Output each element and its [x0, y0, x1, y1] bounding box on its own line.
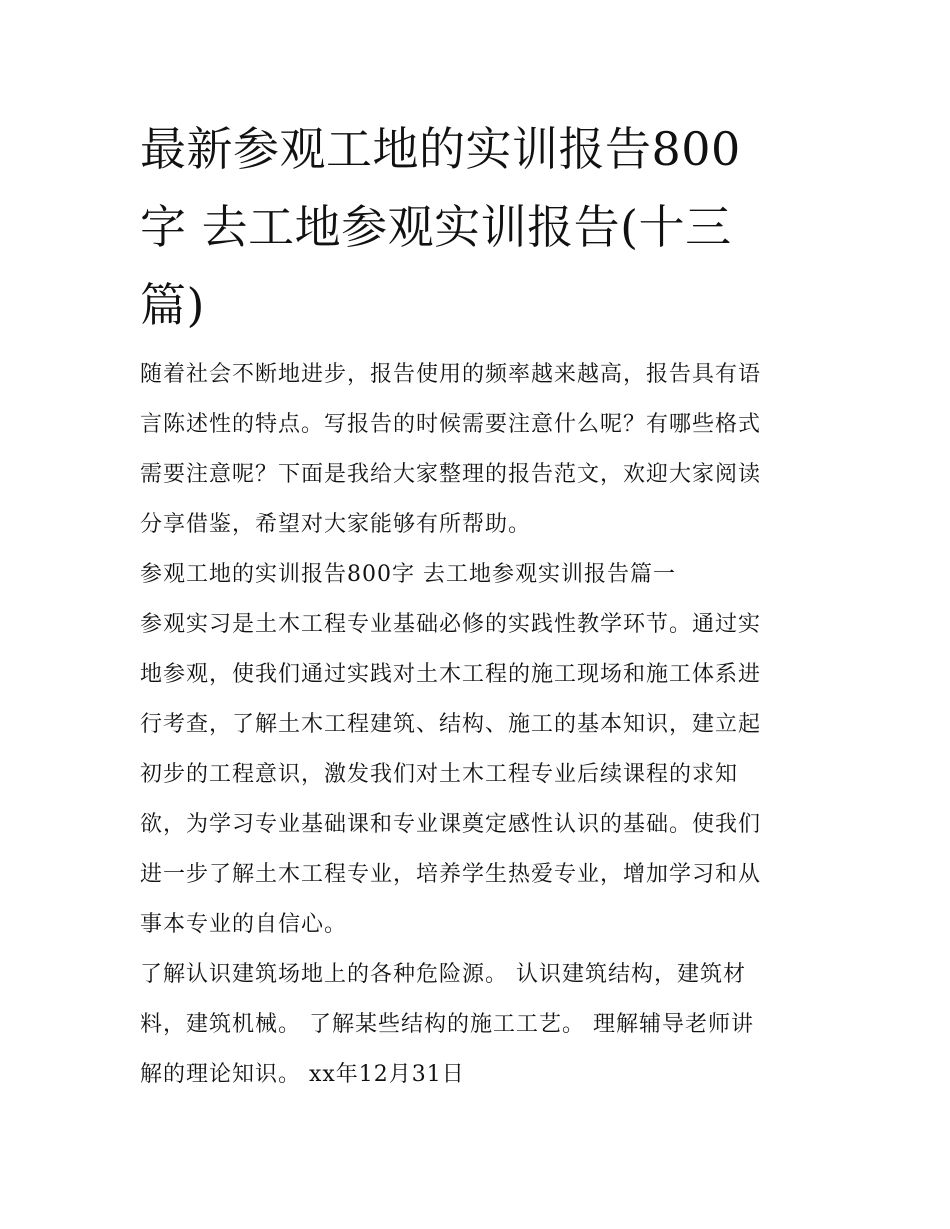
para1-line-3: 行考查，了解土木工程建筑、结构、施工的基本知识，建立起: [140, 712, 762, 737]
intro-line-4: 分享借鉴，希望对大家能够有所帮助。: [140, 512, 532, 537]
para1-line-1: 参观实习是土木工程专业基础必修的实践性教学环节。通过实: [140, 612, 762, 637]
intro-paragraph: [140, 350, 812, 550]
para1-line-5: 欲，为学习专业基础课和专业课奠定感性认识的基础。使我们: [140, 812, 762, 837]
para2-line-1: 了解认识建筑场地上的各种危险源。 认识建筑结构，建筑材: [140, 962, 746, 987]
para1-line-6: 进一步了解土木工程专业，培养学生热爱专业，增加学习和从: [140, 862, 762, 887]
section-heading: [140, 550, 812, 600]
document-page: [140, 110, 812, 1100]
para2-line-3: 解的理论知识。 xx年12月31日: [140, 1062, 465, 1087]
intro-line-1: 随着社会不断地进步，报告使用的频率越来越高，报告具有语: [140, 362, 762, 387]
body-paragraph-2: [140, 950, 812, 1100]
title-line-1: 最新参观工地的实训报告800: [140, 122, 741, 176]
intro-line-3: 需要注意呢？下面是我给大家整理的报告范文，欢迎大家阅读: [140, 462, 762, 487]
title-line-2: 字 去工地参观实训报告(十三: [140, 200, 732, 254]
document-title: [140, 110, 812, 344]
para1-line-2: 地参观，使我们通过实践对土木工程的施工现场和施工体系进: [140, 662, 762, 687]
para1-line-4: 初步的工程意识，激发我们对土木工程专业后续课程的求知: [140, 762, 739, 787]
title-line-3: 篇): [140, 278, 205, 332]
document-body: [140, 350, 812, 1100]
para1-line-7: 事本专业的自信心。: [140, 912, 348, 937]
para2-line-2: 料，建筑机械。 了解某些结构的施工工艺。 理解辅导老师讲: [140, 1012, 754, 1037]
body-paragraph-1: [140, 600, 812, 950]
intro-line-2: 言陈述性的特点。写报告的时候需要注意什么呢？有哪些格式: [140, 412, 762, 437]
section-heading-text: 参观工地的实训报告800字 去工地参观实训报告篇一: [140, 562, 676, 587]
